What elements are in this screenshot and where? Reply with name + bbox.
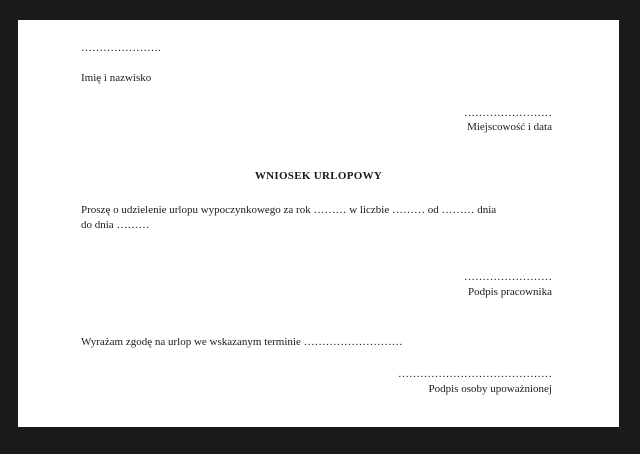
place-date-label: Miejscowość i data — [467, 121, 552, 133]
employee-signature-dots: …………………… — [464, 271, 552, 283]
request-line-1: Proszę o udzielenie urlopu wypoczynkowego za rok ……… w liczbie ……… od ……… dnia — [81, 204, 497, 216]
name-label: Imię i nazwisko — [81, 72, 152, 84]
consent-text: Wyrażam zgodę na urlop we wskazanym terminie ……………………… — [81, 336, 403, 348]
name-dots: …………………. — [81, 42, 161, 54]
authorized-signature-label: Podpis osoby upoważnionej — [428, 383, 552, 395]
document-title: WNIOSEK URLOPOWY — [254, 170, 383, 182]
document-page — [18, 20, 619, 427]
authorized-signature-dots: …………………………………… — [398, 368, 552, 380]
request-line-2: do dnia ……… — [81, 219, 150, 231]
place-date-dots: …………………… — [464, 107, 552, 119]
employee-signature-label: Podpis pracownika — [467, 286, 552, 298]
